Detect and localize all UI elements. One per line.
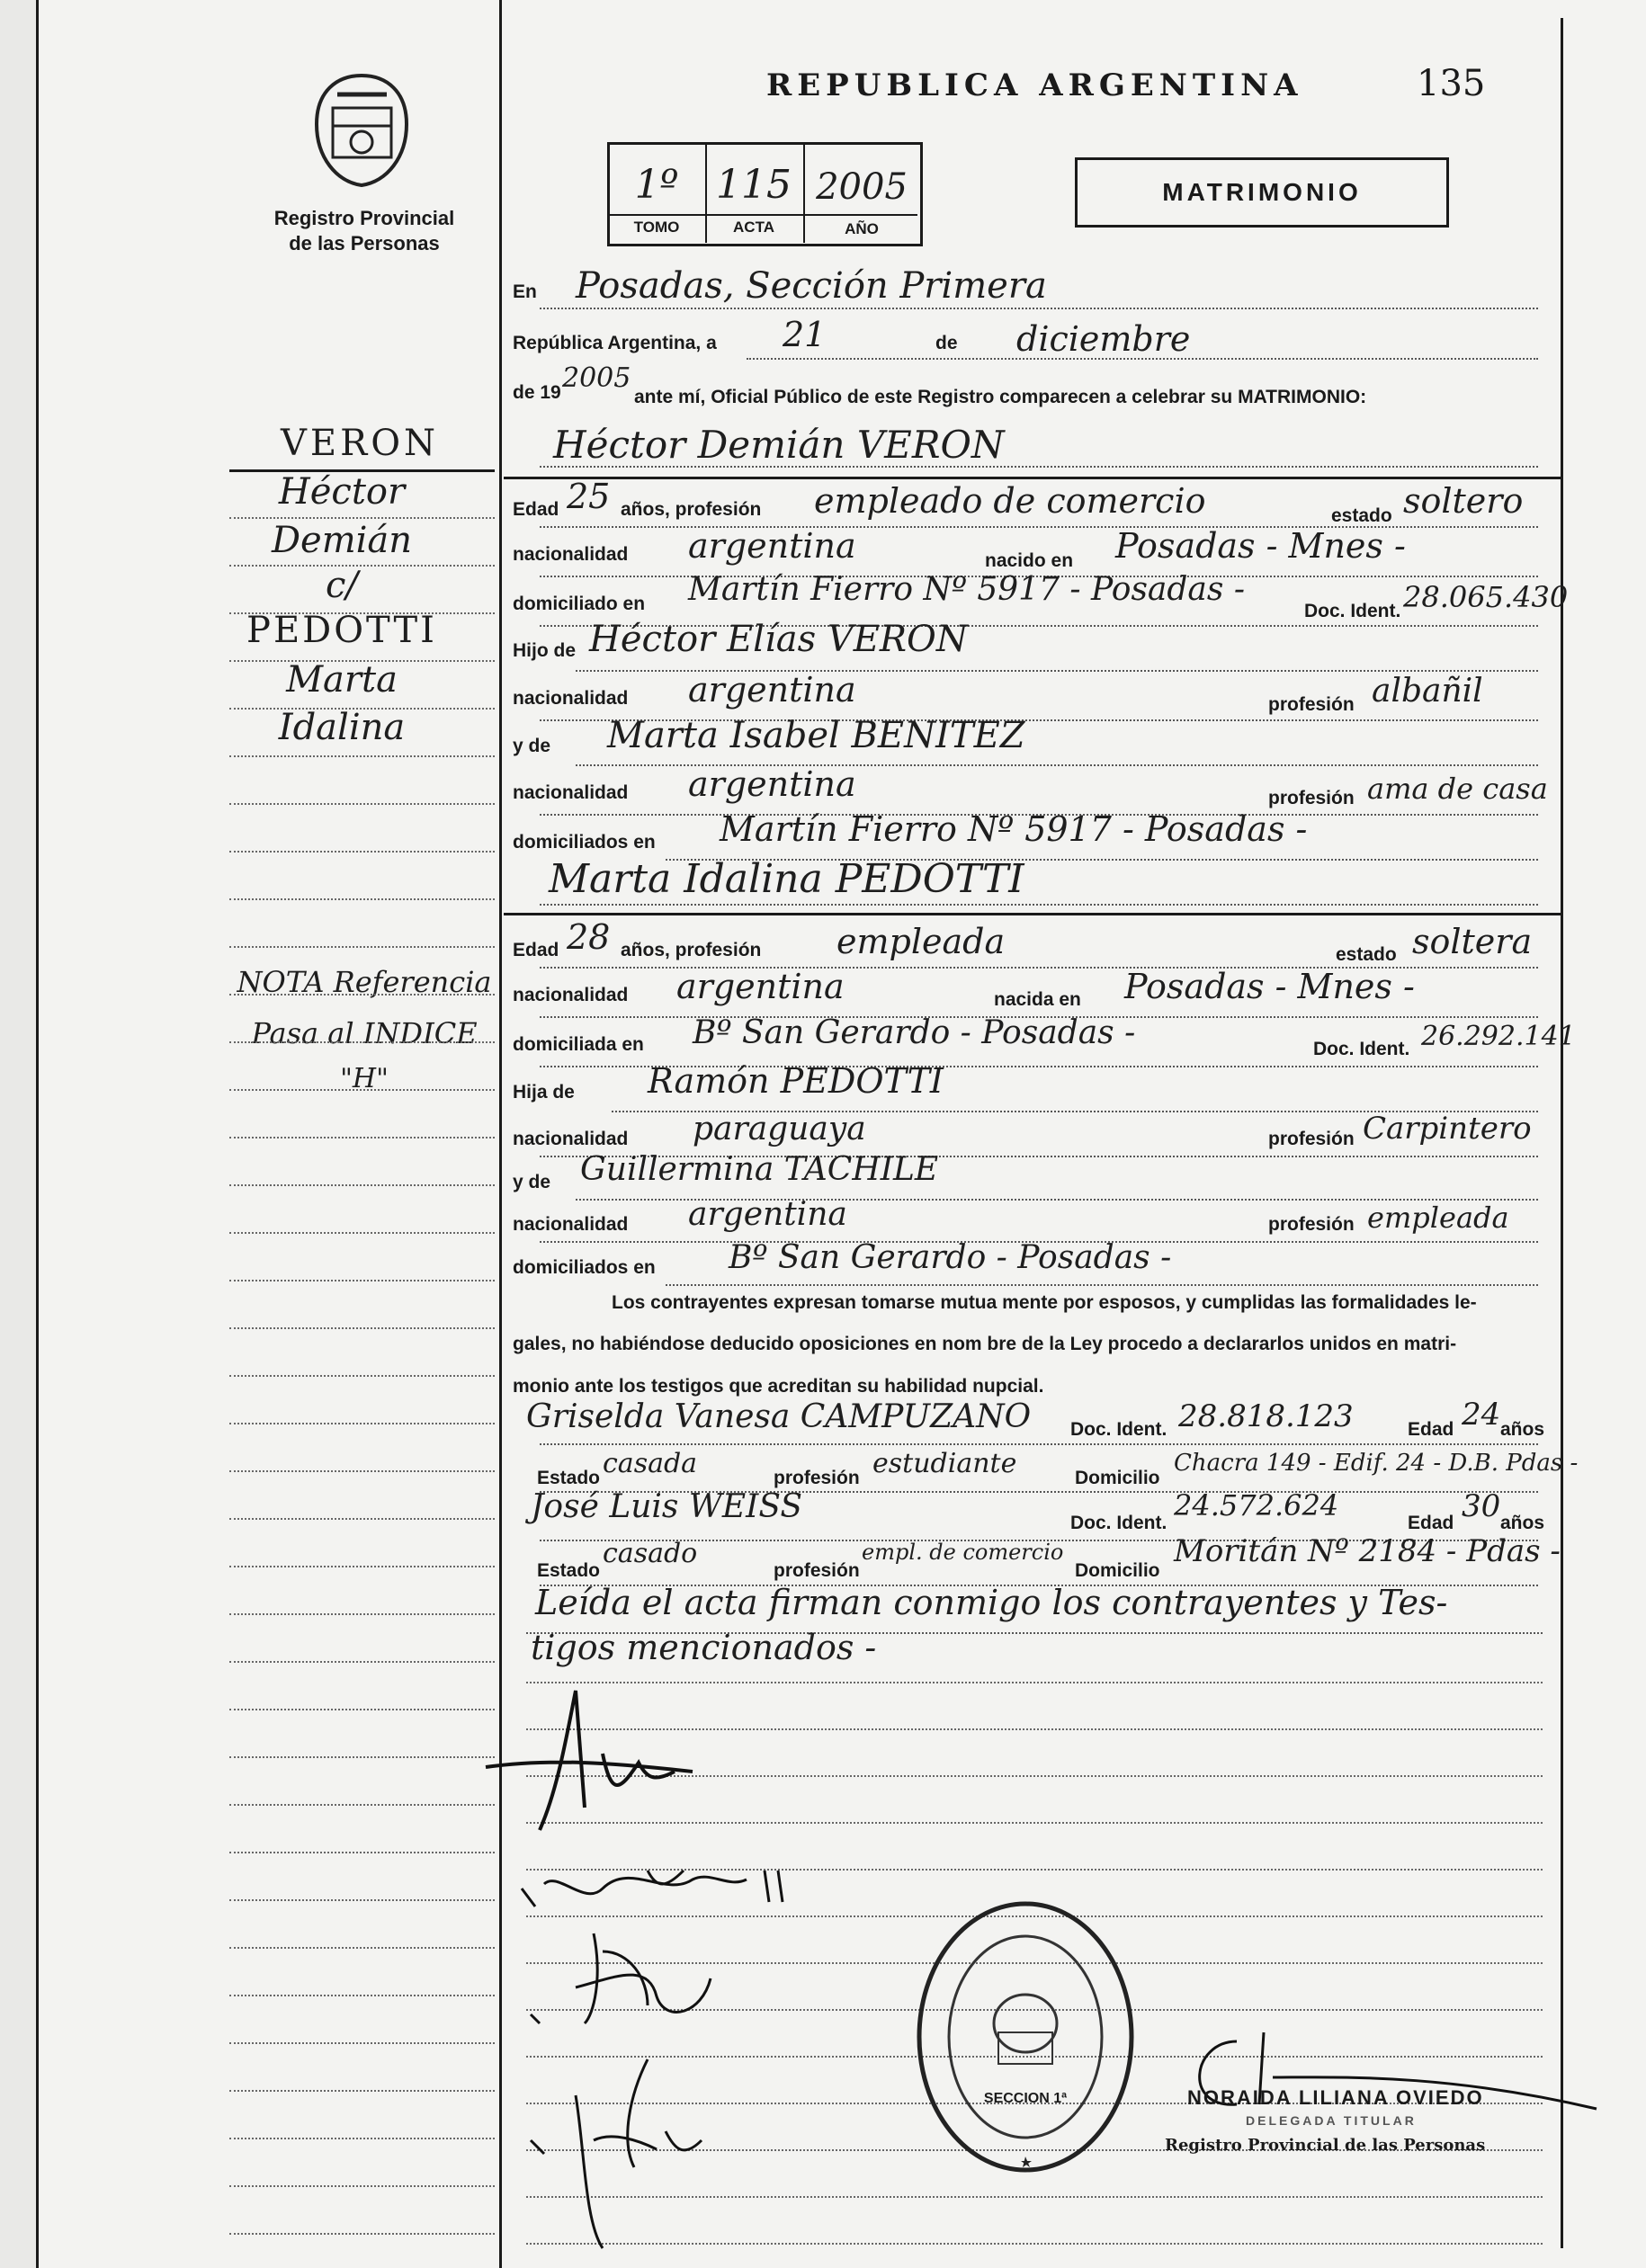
registry-name-line1: Registro Provincial [273, 207, 455, 229]
witness1-line-1 [540, 1443, 1538, 1445]
margin-rule-line [229, 1613, 495, 1615]
margin-rule-line [229, 1709, 495, 1710]
margin-rule-line [229, 1327, 495, 1329]
place-line [540, 308, 1538, 309]
groom-dom-label: domiciliado en [513, 594, 646, 614]
groom-father: Héctor Elías VERON [589, 619, 968, 660]
groom-mother-nac: argentina [688, 764, 856, 804]
margin-rule-line [229, 898, 495, 900]
bride-mother-prof: empleada [1367, 1201, 1509, 1235]
groom-doc: 28.065.430 [1403, 580, 1569, 614]
bride-dom-label: domiciliada en [513, 1034, 644, 1055]
witness1-estado-label: Estado [537, 1468, 601, 1488]
groom-anos-prof-label: años, profesión [621, 499, 762, 520]
witness2-edad-label: Edad [1408, 1513, 1454, 1533]
bride-nacida-label: nacida en [994, 989, 1081, 1010]
margin-rule-line [229, 803, 495, 805]
bride-line-8 [666, 1284, 1538, 1286]
margin-rule-line [229, 1232, 495, 1234]
seal-section-text: SECCION 1ª [983, 2091, 1068, 2106]
date-line [747, 358, 1538, 360]
groom-parents-dom: Martín Fierro Nº 5917 - Posadas - [720, 809, 1308, 849]
de-label: de [935, 333, 958, 353]
acta-value: 115 [716, 162, 792, 208]
document-type: MATRIMONIO [1162, 178, 1362, 206]
witness2-signature [522, 2041, 756, 2257]
official-seal [913, 1897, 1138, 2176]
bride-mother-nac: argentina [688, 1196, 847, 1233]
groom-edad-label: Edad [513, 499, 559, 520]
bride-mother: Guillermina TACHILE [580, 1151, 939, 1188]
bride-mother-prof-label: profesión [1268, 1214, 1355, 1235]
groom-nacido: Posadas - Mnes - [1115, 526, 1406, 566]
groom-hijo-label: Hijo de [513, 640, 577, 661]
margin-note-3: "H" [340, 1063, 389, 1094]
margin-rule-line [229, 2185, 495, 2187]
bride-anos-prof-label: años, profesión [621, 940, 762, 960]
bride-signature [504, 1853, 810, 1924]
bride-doms-label: domiciliados en [513, 1257, 656, 1278]
acta-label: ACTA [733, 219, 774, 236]
witness2-anos-label: años [1500, 1513, 1545, 1533]
bride-nacida: Posadas - Mnes - [1124, 967, 1415, 1006]
witness1-domicilio: Chacra 149 - Edif. 24 - D.B. Pdas - [1174, 1450, 1579, 1477]
en-label: En [513, 281, 537, 302]
groom-edad: 25 [567, 477, 611, 516]
witness1-signature [522, 1924, 756, 2032]
bride-yde-label: y de [513, 1172, 551, 1192]
witness1-doc: 28.818.123 [1178, 1398, 1354, 1434]
groom-doc-label: Doc. Ident. [1304, 601, 1401, 621]
margin-note-1: NOTA Referencia [237, 965, 492, 999]
witness2-estado: casado [603, 1538, 698, 1569]
margin-rule-line [229, 660, 495, 662]
bride-father-prof: Carpintero [1363, 1111, 1532, 1147]
margin-rule-line [229, 1661, 495, 1663]
bride-doc: 26.292.141 [1421, 1021, 1576, 1052]
month-value: diciembre [1016, 319, 1191, 359]
margin-rule-line [229, 1280, 495, 1281]
bride-full-name: Marta Idalina PEDOTTI [549, 856, 1024, 902]
republica-label: República Argentina, a [513, 333, 717, 353]
margin-rule-line [229, 565, 495, 567]
province-emblem-icon [306, 72, 418, 189]
bride-mother-nac-label: nacionalidad [513, 1214, 629, 1235]
margin-rule-line [229, 1041, 495, 1043]
groom-father-prof-label: profesión [1268, 694, 1355, 715]
margin-rule-line [229, 2090, 495, 2092]
margin-line-5: Marta [286, 659, 398, 701]
margin-rule-line [229, 2233, 495, 2235]
witness1-prof-label: profesión [774, 1468, 860, 1488]
groom-mother: Marta Isabel BENITEZ [607, 715, 1025, 756]
margin-rule-line [229, 946, 495, 948]
bride-name-line [540, 904, 1538, 906]
groom-domicilio: Martín Fierro Nº 5917 - Posadas - [688, 571, 1245, 608]
groom-signature [468, 1682, 756, 1835]
margin-line-1: Héctor [278, 471, 406, 513]
margin-rule-line [229, 1899, 495, 1901]
declaration-line-2: gales, no habiéndose deducido oposiciones en nom bre de la Ley procedo a declararlos unidos en matri- [513, 1334, 1457, 1354]
margin-rule-line [229, 1089, 495, 1091]
certificate-page [36, 0, 1646, 2268]
groom-section-rule [504, 477, 1561, 479]
margin-rule-line [229, 2138, 495, 2139]
ano-value: 2005 [816, 166, 908, 208]
groom-father-nac: argentina [688, 670, 856, 710]
groom-name-line [540, 466, 1538, 468]
day-value: 21 [783, 315, 827, 354]
margin-line-2: Demián [271, 520, 413, 561]
bride-father-nac: paraguaya [693, 1111, 866, 1147]
year-value: 2005 [562, 362, 631, 394]
margin-rule-line [229, 1852, 495, 1853]
bride-section-rule [504, 913, 1561, 915]
margin-rule-line [229, 851, 495, 853]
bride-domicilio: Bº San Gerardo - Posadas - [693, 1014, 1136, 1051]
witness2-profesion: empl. de comercio [862, 1540, 1064, 1565]
witness2-estado-label: Estado [537, 1560, 601, 1581]
margin-note-2: Pasa al INDICE [251, 1016, 478, 1050]
witness2-doc: 24.572.624 [1174, 1488, 1339, 1522]
margin-surname: VERON [281, 423, 439, 464]
margin-rule-line [229, 1756, 495, 1758]
bride-edad: 28 [567, 917, 611, 957]
bride-hija-label: Hija de [513, 1082, 575, 1103]
intro-text: ante mí, Oficial Público de este Registro comparecen a celebrar su MATRIMONIO: [634, 387, 1367, 407]
bride-father-nac-label: nacionalidad [513, 1129, 629, 1149]
witness1-edad: 24 [1462, 1397, 1501, 1433]
witness1-domicilio-label: Domicilio [1075, 1468, 1160, 1488]
witness1-doc-label: Doc. Ident. [1070, 1419, 1167, 1440]
groom-yde-label: y de [513, 736, 551, 756]
page-number: 135 [1417, 63, 1486, 104]
witness2-domicilio-label: Domicilio [1075, 1560, 1160, 1581]
witness1-estado: casada [603, 1448, 698, 1479]
groom-mother-prof: ama de casa [1367, 772, 1548, 806]
official-title: DELEGADA TITULAR [1246, 2113, 1417, 2128]
bride-estado-label: estado [1336, 944, 1397, 965]
groom-nac-label: nacionalidad [513, 544, 629, 565]
groom-father-nac-label: nacionalidad [513, 688, 629, 709]
binding-line-left [36, 0, 39, 2268]
place-value: Posadas, Sección Primera [576, 265, 1047, 307]
margin-rule-line [229, 517, 495, 519]
right-border [1561, 18, 1563, 2248]
groom-estado-label: estado [1331, 505, 1392, 526]
groom-mother-nac-label: nacionalidad [513, 782, 629, 803]
margin-rule-line [229, 1470, 495, 1472]
official-registry: Registro Provincial de las Personas [1165, 2136, 1486, 2155]
margin-rule-line [229, 1518, 495, 1520]
margin-rule-line [229, 1995, 495, 1996]
tomo-value: 1º [634, 162, 679, 208]
bride-father: Ramón PEDOTTI [648, 1061, 944, 1101]
table-divider [705, 144, 707, 243]
bride-nac-label: nacionalidad [513, 985, 629, 1005]
witness2-edad: 30 [1462, 1488, 1501, 1524]
declaration-line-3: monio ante los testigos que acreditan su habilidad nupcial. [513, 1376, 1044, 1397]
tomo-label: TOMO [633, 219, 680, 236]
country-title: REPUBLICA ARGENTINA [766, 67, 1303, 103]
witness1-anos-label: años [1500, 1419, 1545, 1440]
witness2-domicilio: Moritán Nº 2184 - Pdas - [1174, 1533, 1561, 1569]
margin-rule-line [229, 1184, 495, 1186]
margin-rule-line [229, 2042, 495, 2044]
margin-rule-line [229, 1947, 495, 1949]
margin-rule-line [229, 1566, 495, 1567]
margin-divider [499, 0, 502, 2268]
groom-mother-prof-label: profesión [1268, 788, 1355, 808]
groom-father-prof: albañil [1372, 673, 1483, 710]
bride-doc-label: Doc. Ident. [1313, 1039, 1410, 1059]
margin-rule-line [229, 612, 495, 614]
groom-nacido-label: nacido en [985, 550, 1074, 571]
margin-line-3: c/ [326, 565, 358, 606]
margin-rule-line [229, 708, 495, 710]
table-label-rule [609, 214, 917, 216]
bride-parents-dom: Bº San Gerardo - Posadas - [729, 1239, 1172, 1276]
bride-father-prof-label: profesión [1268, 1129, 1355, 1149]
registry-name-line2: de las Personas [289, 232, 440, 254]
groom-estado: soltero [1403, 481, 1524, 521]
bride-estado: soltera [1412, 922, 1533, 961]
groom-full-name: Héctor Demián VERON [553, 423, 1005, 467]
margin-rule-line [229, 1804, 495, 1806]
bride-edad-label: Edad [513, 940, 559, 960]
witness1-profesion: estudiante [872, 1448, 1017, 1479]
margin-rule-line [229, 1423, 495, 1424]
closing-line-2: tigos mencionados - [531, 1628, 877, 1667]
table-divider [803, 144, 805, 243]
witness2-prof-label: profesión [774, 1560, 860, 1581]
margin-rule-line [229, 994, 495, 996]
closing-line-1: Leída el acta firman conmigo los contrayentes y Tes- [535, 1583, 1448, 1622]
margin-rule-line [229, 1375, 495, 1377]
declaration-line-1: Los contrayentes expresan tomarse mutua mente por esposos, y cumplidas las formalidades le- [612, 1292, 1477, 1313]
bride-profesion: empleada [836, 922, 1006, 961]
witness1-name: Griselda Vanesa CAMPUZANO [526, 1398, 1032, 1435]
margin-line-4: PEDOTTI [246, 610, 437, 651]
bride-nacionalidad: argentina [676, 967, 845, 1006]
year-prefix: de 19 [513, 382, 561, 403]
groom-doms-label: domiciliados en [513, 832, 656, 853]
margin-rule-line [229, 755, 495, 757]
margin-line-6: Idalina [278, 707, 406, 748]
groom-nacionalidad: argentina [688, 526, 856, 566]
margin-rule-line [229, 1137, 495, 1138]
witness2-doc-label: Doc. Ident. [1070, 1513, 1167, 1533]
ano-label: AÑO [845, 220, 879, 237]
groom-profesion: empleado de comercio [814, 481, 1206, 521]
witness1-edad-label: Edad [1408, 1419, 1454, 1440]
witness2-name: José Luis WEISS [531, 1488, 803, 1525]
official-name: NORAIDA LILIANA OVIEDO [1187, 2086, 1484, 2109]
